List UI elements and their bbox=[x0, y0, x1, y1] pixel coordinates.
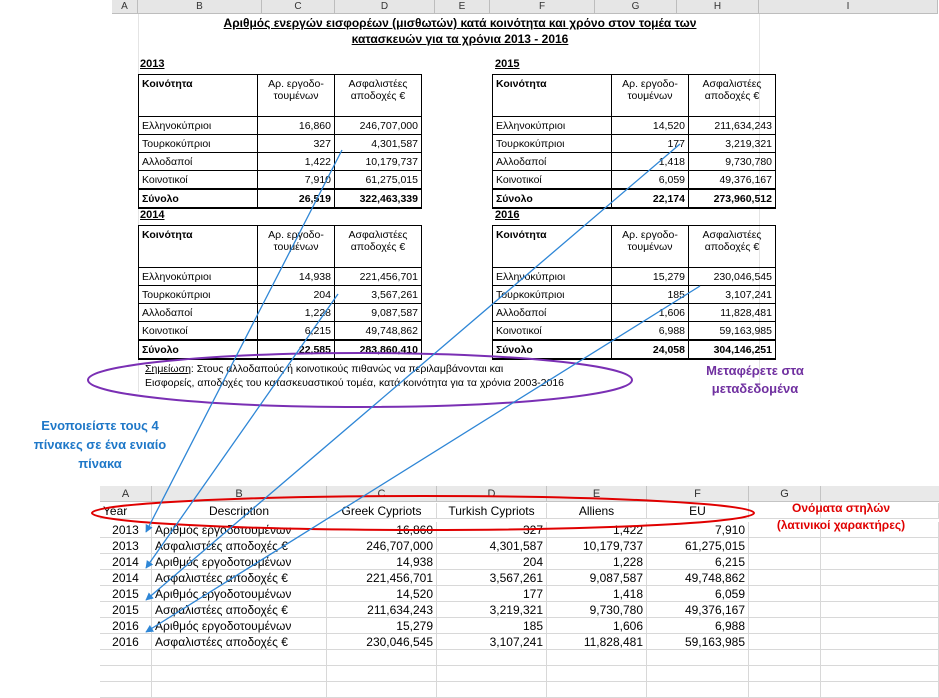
column-header[interactable]: D bbox=[335, 0, 435, 14]
community-cell[interactable]: Ελληνοκύπριοι bbox=[139, 268, 258, 286]
community-cell[interactable]: Κοινοτικοί bbox=[493, 171, 612, 190]
turkish-cypriots-cell[interactable]: 327 bbox=[437, 522, 547, 538]
header-text: αποδοχές € bbox=[350, 241, 406, 253]
header-text: Ασφαλιστέες bbox=[702, 78, 762, 90]
wages-cell[interactable]: 59,163,985 bbox=[689, 322, 776, 341]
table-row bbox=[139, 286, 422, 304]
wages-cell[interactable]: 10,179,737 bbox=[335, 153, 422, 171]
employers-cell[interactable]: 14,520 bbox=[612, 117, 689, 135]
table-row bbox=[100, 602, 939, 618]
annotation-line: πίνακα bbox=[78, 456, 122, 471]
wages-cell[interactable]: 221,456,701 bbox=[335, 268, 422, 286]
alliens-cell[interactable]: 1,228 bbox=[547, 554, 647, 570]
turkish-cypriots-cell[interactable]: 185 bbox=[437, 618, 547, 634]
column-name-cell[interactable]: Year bbox=[100, 503, 152, 519]
annotation-line: πίνακες σε ένα ενιαίο bbox=[33, 437, 167, 452]
description-cell[interactable]: Ασφαλιστέες αποδοχές € bbox=[152, 538, 327, 554]
table-row bbox=[139, 135, 422, 153]
empty-row bbox=[100, 666, 939, 682]
column-header[interactable]: F bbox=[490, 0, 595, 14]
table-row bbox=[100, 618, 939, 634]
alliens-cell[interactable]: 1,418 bbox=[547, 586, 647, 602]
employers-cell[interactable]: 177 bbox=[612, 135, 689, 153]
community-cell[interactable]: Ελληνοκύπριοι bbox=[139, 117, 258, 135]
header-text: Ασφαλιστέες bbox=[702, 229, 762, 241]
community-cell[interactable]: Τουρκοκύπριοι bbox=[493, 135, 612, 153]
column-header[interactable]: E bbox=[435, 0, 490, 14]
total-label[interactable]: Σύνολο bbox=[493, 189, 612, 208]
empty-cell[interactable] bbox=[749, 602, 821, 618]
eu-cell[interactable]: 61,275,015 bbox=[647, 538, 749, 554]
employers-cell[interactable]: 204 bbox=[258, 286, 335, 304]
empty-cell[interactable] bbox=[749, 618, 821, 634]
turkish-cypriots-cell[interactable]: 4,301,587 bbox=[437, 538, 547, 554]
column-header[interactable]: C bbox=[327, 486, 437, 502]
year-table-2015 bbox=[492, 74, 776, 209]
wages-cell[interactable]: 3,567,261 bbox=[335, 286, 422, 304]
alliens-cell[interactable]: 11,828,481 bbox=[547, 634, 647, 650]
empty-cell[interactable] bbox=[821, 634, 939, 650]
total-employers[interactable]: 22,585 bbox=[258, 340, 335, 359]
empty-cell[interactable] bbox=[647, 650, 749, 666]
table-row bbox=[493, 117, 776, 135]
empty-cell[interactable] bbox=[437, 666, 547, 682]
total-row bbox=[139, 340, 422, 359]
table-row bbox=[139, 117, 422, 135]
header-employers[interactable] bbox=[258, 226, 335, 268]
employers-cell[interactable]: 327 bbox=[258, 135, 335, 153]
community-cell[interactable]: Τουρκοκύπριοι bbox=[493, 286, 612, 304]
turkish-cypriots-cell[interactable]: 204 bbox=[437, 554, 547, 570]
community-cell[interactable]: Τουρκοκύπριοι bbox=[139, 135, 258, 153]
header-text: αποδοχές € bbox=[350, 90, 406, 102]
title-line: Αριθμός ενεργών εισφορέων (μισθωτών) κατά κοινότητα και χρόνο στον τομέα των bbox=[223, 16, 697, 30]
empty-cell[interactable] bbox=[327, 682, 437, 698]
table-row bbox=[100, 554, 939, 570]
employers-cell[interactable]: 1,606 bbox=[612, 304, 689, 322]
total-employers[interactable]: 22,174 bbox=[612, 189, 689, 208]
eu-cell[interactable]: 6,988 bbox=[647, 618, 749, 634]
total-label[interactable]: Σύνολο bbox=[139, 189, 258, 208]
wages-cell[interactable]: 49,748,862 bbox=[335, 322, 422, 341]
wages-cell[interactable]: 61,275,015 bbox=[335, 171, 422, 190]
empty-cell[interactable] bbox=[437, 682, 547, 698]
greek-cypriots-cell[interactable]: 246,707,000 bbox=[327, 538, 437, 554]
header-wages[interactable] bbox=[689, 75, 776, 117]
greek-cypriots-cell[interactable]: 211,634,243 bbox=[327, 602, 437, 618]
empty-cell[interactable] bbox=[100, 682, 152, 698]
wages-cell[interactable]: 230,046,545 bbox=[689, 268, 776, 286]
column-header[interactable]: B bbox=[152, 486, 327, 502]
employers-cell[interactable]: 1,228 bbox=[258, 304, 335, 322]
description-cell[interactable]: Αριθμός εργοδοτουμένων bbox=[152, 554, 327, 570]
header-text: αποδοχές € bbox=[704, 241, 760, 253]
empty-cell[interactable] bbox=[100, 650, 152, 666]
eu-cell[interactable]: 59,163,985 bbox=[647, 634, 749, 650]
column-header[interactable]: H bbox=[677, 0, 759, 14]
alliens-cell[interactable]: 9,730,780 bbox=[547, 602, 647, 618]
community-cell[interactable]: Κοινοτικοί bbox=[139, 322, 258, 341]
year-cell[interactable]: 2015 bbox=[100, 602, 152, 618]
description-cell[interactable]: Αριθμός εργοδοτουμένων bbox=[152, 522, 327, 538]
header-text: τουμένων bbox=[273, 241, 319, 253]
empty-cell[interactable] bbox=[647, 666, 749, 682]
header-text: Αρ. εργοδο- bbox=[268, 78, 324, 90]
table-row bbox=[493, 286, 776, 304]
year-label: 2016 bbox=[495, 209, 520, 221]
community-cell[interactable]: Τουρκοκύπριοι bbox=[139, 286, 258, 304]
table-row bbox=[100, 586, 939, 602]
column-header[interactable]: G bbox=[595, 0, 677, 14]
year-cell[interactable]: 2013 bbox=[100, 538, 152, 554]
description-cell[interactable]: Αριθμός εργοδοτουμένων bbox=[152, 618, 327, 634]
column-name-cell[interactable]: Turkish Cypriots bbox=[437, 503, 547, 519]
year-label: 2013 bbox=[140, 58, 165, 70]
wages-cell[interactable]: 3,219,321 bbox=[689, 135, 776, 153]
annotation-line: (λατινικοί χαρακτήρες) bbox=[776, 518, 906, 532]
header-community[interactable]: Κοινότητα bbox=[139, 226, 258, 268]
community-cell[interactable]: Κοινοτικοί bbox=[493, 322, 612, 341]
empty-row bbox=[100, 682, 939, 698]
empty-cell[interactable] bbox=[152, 682, 327, 698]
turkish-cypriots-cell[interactable]: 3,107,241 bbox=[437, 634, 547, 650]
employers-cell[interactable]: 6,988 bbox=[612, 322, 689, 341]
table-row bbox=[139, 322, 422, 341]
alliens-cell[interactable]: 1,606 bbox=[547, 618, 647, 634]
empty-cell[interactable] bbox=[749, 554, 821, 570]
empty-cell[interactable] bbox=[749, 682, 821, 698]
total-label[interactable]: Σύνολο bbox=[139, 340, 258, 359]
header-wages[interactable] bbox=[689, 226, 776, 268]
greek-cypriots-cell[interactable]: 221,456,701 bbox=[327, 570, 437, 586]
greek-cypriots-cell[interactable]: 230,046,545 bbox=[327, 634, 437, 650]
header-text: τουμένων bbox=[273, 90, 319, 102]
note-label: Σημείωση bbox=[145, 363, 191, 375]
column-header[interactable]: E bbox=[547, 486, 647, 502]
table-row bbox=[100, 634, 939, 650]
community-cell[interactable]: Ελληνοκύπριοι bbox=[493, 268, 612, 286]
year-table-2016 bbox=[492, 225, 776, 360]
empty-cell[interactable] bbox=[821, 618, 939, 634]
empty-cell[interactable] bbox=[152, 666, 327, 682]
empty-cell[interactable] bbox=[749, 570, 821, 586]
community-cell[interactable]: Αλλοδαποί bbox=[493, 304, 612, 322]
empty-cell[interactable] bbox=[821, 602, 939, 618]
annotation-line: Ονόματα στηλών bbox=[791, 501, 891, 515]
table-row bbox=[100, 570, 939, 586]
table-row bbox=[493, 304, 776, 322]
empty-cell[interactable] bbox=[821, 586, 939, 602]
header-text: τουμένων bbox=[627, 241, 673, 253]
annotation-line: Ενοποιείστε τους 4 bbox=[41, 418, 159, 433]
note-line: : Στους αλλοδαπούς ή κοινοτικούς πιθανώς να περιλαμβάνονται και bbox=[190, 363, 504, 375]
table-row bbox=[139, 153, 422, 171]
header-wages[interactable] bbox=[335, 75, 422, 117]
year-cell[interactable]: 2016 bbox=[100, 634, 152, 650]
empty-cell[interactable] bbox=[327, 666, 437, 682]
wages-cell[interactable]: 9,087,587 bbox=[335, 304, 422, 322]
community-cell[interactable]: Κοινοτικοί bbox=[139, 171, 258, 190]
empty-cell[interactable] bbox=[647, 682, 749, 698]
employers-cell[interactable]: 6,215 bbox=[258, 322, 335, 341]
total-wages[interactable]: 322,463,339 bbox=[335, 189, 422, 208]
employers-cell[interactable]: 1,422 bbox=[258, 153, 335, 171]
employers-cell[interactable]: 1,418 bbox=[612, 153, 689, 171]
total-row bbox=[493, 340, 776, 359]
total-row bbox=[493, 189, 776, 208]
empty-cell[interactable] bbox=[152, 650, 327, 666]
year-table-2014 bbox=[138, 225, 422, 360]
table-header-row bbox=[139, 75, 422, 117]
column-name-cell[interactable]: Alliens bbox=[547, 503, 647, 519]
empty-cell[interactable] bbox=[547, 666, 647, 682]
merge-annotation bbox=[0, 416, 200, 473]
wages-cell[interactable]: 4,301,587 bbox=[335, 135, 422, 153]
table-row bbox=[493, 135, 776, 153]
sheet-title bbox=[160, 15, 760, 47]
table-row bbox=[493, 322, 776, 341]
turkish-cypriots-cell[interactable]: 177 bbox=[437, 586, 547, 602]
header-wages[interactable] bbox=[335, 226, 422, 268]
total-wages[interactable]: 304,146,251 bbox=[689, 340, 776, 359]
header-community[interactable]: Κοινότητα bbox=[139, 75, 258, 117]
empty-cell[interactable] bbox=[821, 650, 939, 666]
year-label: 2015 bbox=[495, 58, 520, 70]
wages-cell[interactable]: 3,107,241 bbox=[689, 286, 776, 304]
empty-cell[interactable] bbox=[821, 554, 939, 570]
turkish-cypriots-cell[interactable]: 3,219,321 bbox=[437, 602, 547, 618]
table-row bbox=[139, 171, 422, 190]
greek-cypriots-cell[interactable]: 14,938 bbox=[327, 554, 437, 570]
eu-cell[interactable]: 49,376,167 bbox=[647, 602, 749, 618]
empty-cell[interactable] bbox=[749, 666, 821, 682]
annotation-line: μεταδεδομένα bbox=[711, 381, 799, 396]
empty-cell[interactable] bbox=[749, 586, 821, 602]
column-name-cell[interactable]: Description bbox=[152, 503, 327, 519]
employers-cell[interactable]: 15,279 bbox=[612, 268, 689, 286]
table-header-row bbox=[493, 75, 776, 117]
header-community[interactable]: Κοινότητα bbox=[493, 75, 612, 117]
empty-cell[interactable] bbox=[749, 650, 821, 666]
header-text: τουμένων bbox=[627, 90, 673, 102]
total-employers[interactable]: 26,519 bbox=[258, 189, 335, 208]
empty-cell[interactable] bbox=[437, 650, 547, 666]
empty-cell[interactable] bbox=[821, 570, 939, 586]
column-header[interactable]: C bbox=[262, 0, 335, 14]
table-row bbox=[493, 171, 776, 190]
wages-cell[interactable]: 11,828,481 bbox=[689, 304, 776, 322]
eu-cell[interactable]: 49,748,862 bbox=[647, 570, 749, 586]
wages-cell[interactable]: 211,634,243 bbox=[689, 117, 776, 135]
header-text: Αρ. εργοδο- bbox=[622, 229, 678, 241]
column-names-annotation bbox=[748, 500, 934, 534]
column-header[interactable]: F bbox=[647, 486, 749, 502]
header-employers[interactable] bbox=[612, 226, 689, 268]
empty-cell[interactable] bbox=[821, 538, 939, 554]
empty-row bbox=[100, 650, 939, 666]
year-cell[interactable]: 2014 bbox=[100, 570, 152, 586]
eu-cell[interactable]: 7,910 bbox=[647, 522, 749, 538]
employers-cell[interactable]: 16,860 bbox=[258, 117, 335, 135]
empty-cell[interactable] bbox=[327, 650, 437, 666]
year-cell[interactable]: 2013 bbox=[100, 522, 152, 538]
community-cell[interactable]: Αλλοδαποί bbox=[139, 304, 258, 322]
column-header[interactable]: I bbox=[759, 0, 938, 14]
header-text: Αρ. εργοδο- bbox=[268, 229, 324, 241]
community-cell[interactable]: Αλλοδαποί bbox=[139, 153, 258, 171]
annotation-line: Μεταφέρετε στα bbox=[706, 363, 804, 378]
total-row bbox=[139, 189, 422, 208]
note-line: Εισφορείς, αποδοχές του κατασκευαστικού τομέα, κατά κοινότητα για τα χρόνια 2003-2016 bbox=[145, 377, 565, 389]
empty-cell[interactable] bbox=[749, 538, 821, 554]
total-wages[interactable]: 283,860,410 bbox=[335, 340, 422, 359]
greek-cypriots-cell[interactable]: 16,860 bbox=[327, 522, 437, 538]
table-header-row bbox=[493, 226, 776, 268]
empty-cell[interactable] bbox=[100, 666, 152, 682]
year-cell[interactable]: 2015 bbox=[100, 586, 152, 602]
year-cell[interactable]: 2014 bbox=[100, 554, 152, 570]
employers-cell[interactable]: 6,059 bbox=[612, 171, 689, 190]
turkish-cypriots-cell[interactable]: 3,567,261 bbox=[437, 570, 547, 586]
employers-cell[interactable]: 185 bbox=[612, 286, 689, 304]
header-employers[interactable] bbox=[258, 75, 335, 117]
description-cell[interactable]: Ασφαλιστέες αποδοχές € bbox=[152, 570, 327, 586]
empty-cell[interactable] bbox=[547, 650, 647, 666]
wages-cell[interactable]: 246,707,000 bbox=[335, 117, 422, 135]
year-label: 2014 bbox=[140, 209, 165, 221]
greek-cypriots-cell[interactable]: 15,279 bbox=[327, 618, 437, 634]
community-cell[interactable]: Ελληνοκύπριοι bbox=[493, 117, 612, 135]
column-name-cell[interactable]: Greek Cypriots bbox=[327, 503, 437, 519]
title-line: κατασκευών για τα χρόνια 2013 - 2016 bbox=[351, 32, 569, 46]
alliens-cell[interactable]: 9,087,587 bbox=[547, 570, 647, 586]
alliens-cell[interactable]: 10,179,737 bbox=[547, 538, 647, 554]
column-header[interactable]: A bbox=[100, 486, 152, 502]
table-row bbox=[100, 538, 939, 554]
empty-cell[interactable] bbox=[547, 682, 647, 698]
column-header[interactable]: B bbox=[138, 0, 262, 14]
year-cell[interactable]: 2016 bbox=[100, 618, 152, 634]
greek-cypriots-cell[interactable]: 14,520 bbox=[327, 586, 437, 602]
table-row bbox=[493, 153, 776, 171]
community-cell[interactable]: Αλλοδαποί bbox=[493, 153, 612, 171]
header-text: Ασφαλιστέες bbox=[348, 229, 408, 241]
column-header[interactable]: A bbox=[112, 0, 138, 14]
header-community[interactable]: Κοινότητα bbox=[493, 226, 612, 268]
total-wages[interactable]: 273,960,512 bbox=[689, 189, 776, 208]
metadata-annotation bbox=[680, 362, 830, 398]
description-cell[interactable]: Αριθμός εργοδοτουμένων bbox=[152, 586, 327, 602]
empty-cell[interactable] bbox=[821, 666, 939, 682]
description-cell[interactable]: Ασφαλιστέες αποδοχές € bbox=[152, 634, 327, 650]
wages-cell[interactable]: 49,376,167 bbox=[689, 171, 776, 190]
column-header[interactable]: G bbox=[749, 486, 821, 502]
description-cell[interactable]: Ασφαλιστέες αποδοχές € bbox=[152, 602, 327, 618]
column-header[interactable]: D bbox=[437, 486, 547, 502]
note-text bbox=[145, 362, 685, 390]
eu-cell[interactable]: 6,215 bbox=[647, 554, 749, 570]
total-label[interactable]: Σύνολο bbox=[493, 340, 612, 359]
employers-cell[interactable]: 7,910 bbox=[258, 171, 335, 190]
table-row bbox=[139, 304, 422, 322]
table-row bbox=[139, 268, 422, 286]
header-text: Αρ. εργοδο- bbox=[622, 78, 678, 90]
header-text: αποδοχές € bbox=[704, 90, 760, 102]
eu-cell[interactable]: 6,059 bbox=[647, 586, 749, 602]
alliens-cell[interactable]: 1,422 bbox=[547, 522, 647, 538]
empty-cell[interactable] bbox=[821, 682, 939, 698]
wages-cell[interactable]: 9,730,780 bbox=[689, 153, 776, 171]
employers-cell[interactable]: 14,938 bbox=[258, 268, 335, 286]
total-employers[interactable]: 24,058 bbox=[612, 340, 689, 359]
column-name-cell[interactable]: EU bbox=[647, 503, 749, 519]
year-table-2013 bbox=[138, 74, 422, 209]
header-text: Ασφαλιστέες bbox=[348, 78, 408, 90]
table-row bbox=[493, 268, 776, 286]
table-header-row bbox=[139, 226, 422, 268]
empty-cell[interactable] bbox=[749, 634, 821, 650]
header-employers[interactable] bbox=[612, 75, 689, 117]
